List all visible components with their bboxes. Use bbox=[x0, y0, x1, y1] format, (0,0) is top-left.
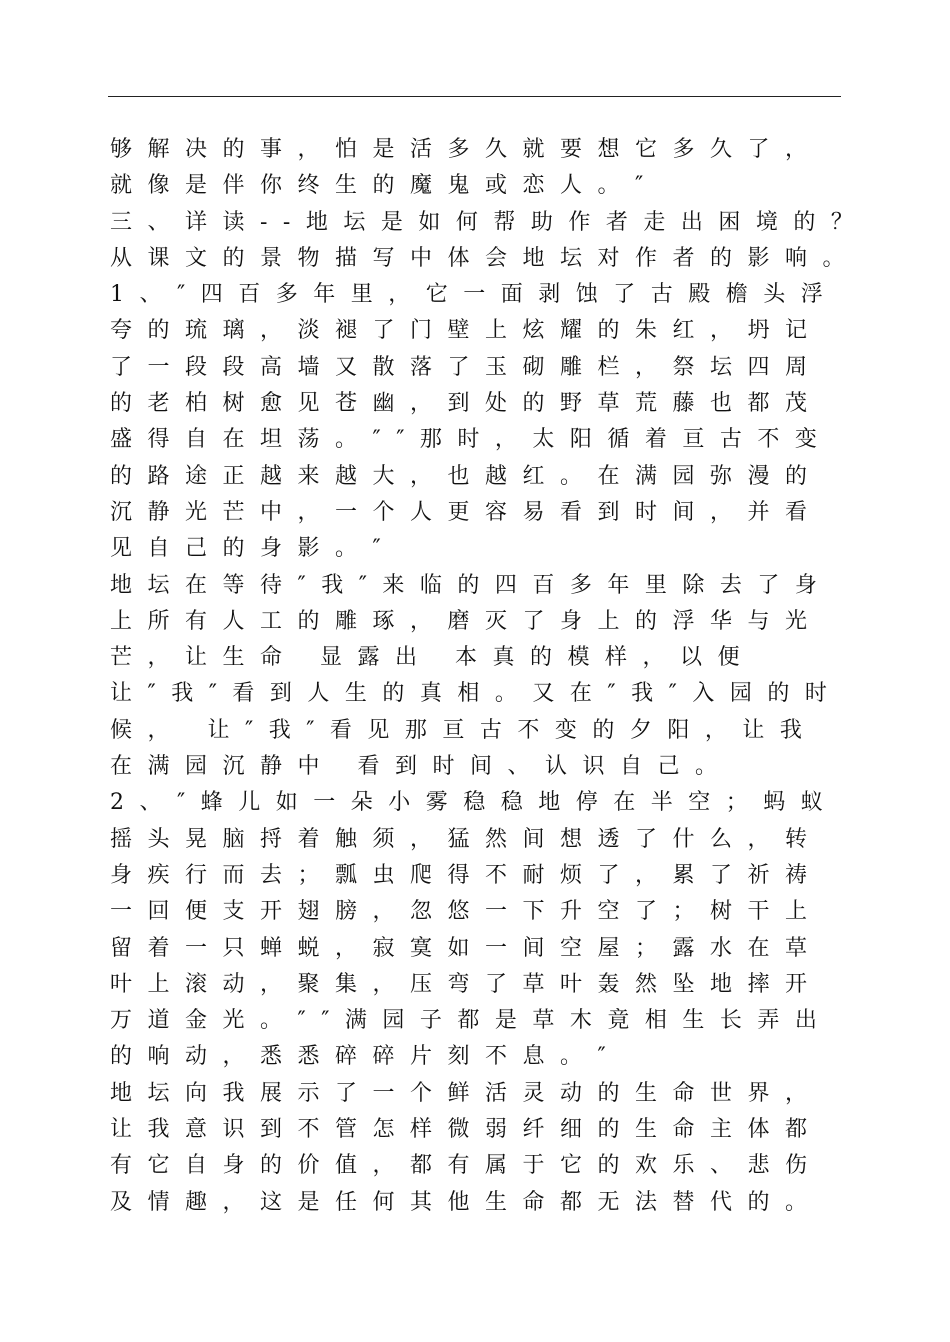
text-line: 留着一只蝉蜕，寂寞如一间空屋；露水在草 bbox=[110, 935, 823, 961]
text-line: 让我意识到不管怎样微弱纤细的生命主体都 bbox=[110, 1117, 823, 1143]
text-line: 盛得自在坦荡。″″那时，太阳循着亘古不变 bbox=[110, 427, 833, 453]
text-line: 摇头晃脑捋着触须，猛然间想透了什么，转 bbox=[110, 826, 823, 852]
text-line: 的路途正越来越大，也越红。在满园弥漫的 bbox=[110, 463, 823, 489]
header-rule bbox=[108, 96, 841, 97]
text-line: 夸的琉璃，淡褪了门壁上炫耀的朱红，坍记 bbox=[110, 318, 823, 344]
text-line: 沉静光芒中，一个人更容易看到时间，并看 bbox=[110, 499, 823, 525]
text-line: 候， 让″我″看见那亘古不变的夕阳，让我 bbox=[110, 717, 818, 743]
text-line: 了一段段高墙又散落了玉砌雕栏，祭坛四周 bbox=[110, 354, 823, 380]
text-line: 1、″四百多年里，它一面剥蚀了古殿檐头浮 bbox=[110, 282, 839, 308]
text-line: 叶上滚动，聚集，压弯了草叶轰然坠地摔开 bbox=[110, 971, 823, 997]
text-line: 一回便支开翅膀，忽悠一下升空了；树干上 bbox=[110, 899, 823, 925]
text-line: 让″我″看到人生的真相。又在″我″入园的时 bbox=[110, 681, 843, 707]
text-line: 就像是伴你终生的魔鬼或恋人。″ bbox=[110, 173, 659, 199]
body-text bbox=[110, 132, 870, 1221]
text-line: 有它自身的价值，都有属于它的欢乐、悲伤 bbox=[110, 1153, 823, 1179]
text-line: 万道金光。″″满园子都是草木竟相生长弄出 bbox=[110, 1008, 833, 1034]
text-line: 及情趣，这是任何其他生命都无法替代的。 bbox=[110, 1189, 823, 1215]
text-line: 够解决的事，怕是活多久就要想它多久了， bbox=[110, 137, 823, 162]
text-line: 地坛向我展示了一个鲜活灵动的生命世界， bbox=[110, 1080, 823, 1106]
text-line: 在满园沉静中 看到时间、认识自己。 bbox=[110, 754, 733, 780]
text-line: 见自己的身影。″ bbox=[110, 536, 397, 562]
text-line: 地坛在等待″我″来临的四百多年里除去了身 bbox=[110, 572, 833, 598]
text-line: 从课文的景物描写中体会地坛对作者的影响。 bbox=[110, 245, 861, 271]
text-line: 身疾行而去；瓢虫爬得不耐烦了，累了祈祷 bbox=[110, 862, 823, 888]
text-line: 芒，让生命 显露出 本真的模样，以便 bbox=[110, 645, 755, 671]
section-heading: 三、详读--地坛是如何帮助作者走出困境的？ bbox=[110, 209, 869, 235]
text-line: 上所有人工的雕琢，磨灭了身上的浮华与光 bbox=[110, 608, 823, 634]
text-line: 2、″蜂儿如一朵小雾稳稳地停在半空；蚂蚁 bbox=[110, 790, 839, 816]
text-line: 的响动，悉悉碎碎片刻不息。″ bbox=[110, 1044, 622, 1070]
text-line: 的老柏树愈见苍幽，到处的野草荒藤也都茂 bbox=[110, 391, 823, 417]
